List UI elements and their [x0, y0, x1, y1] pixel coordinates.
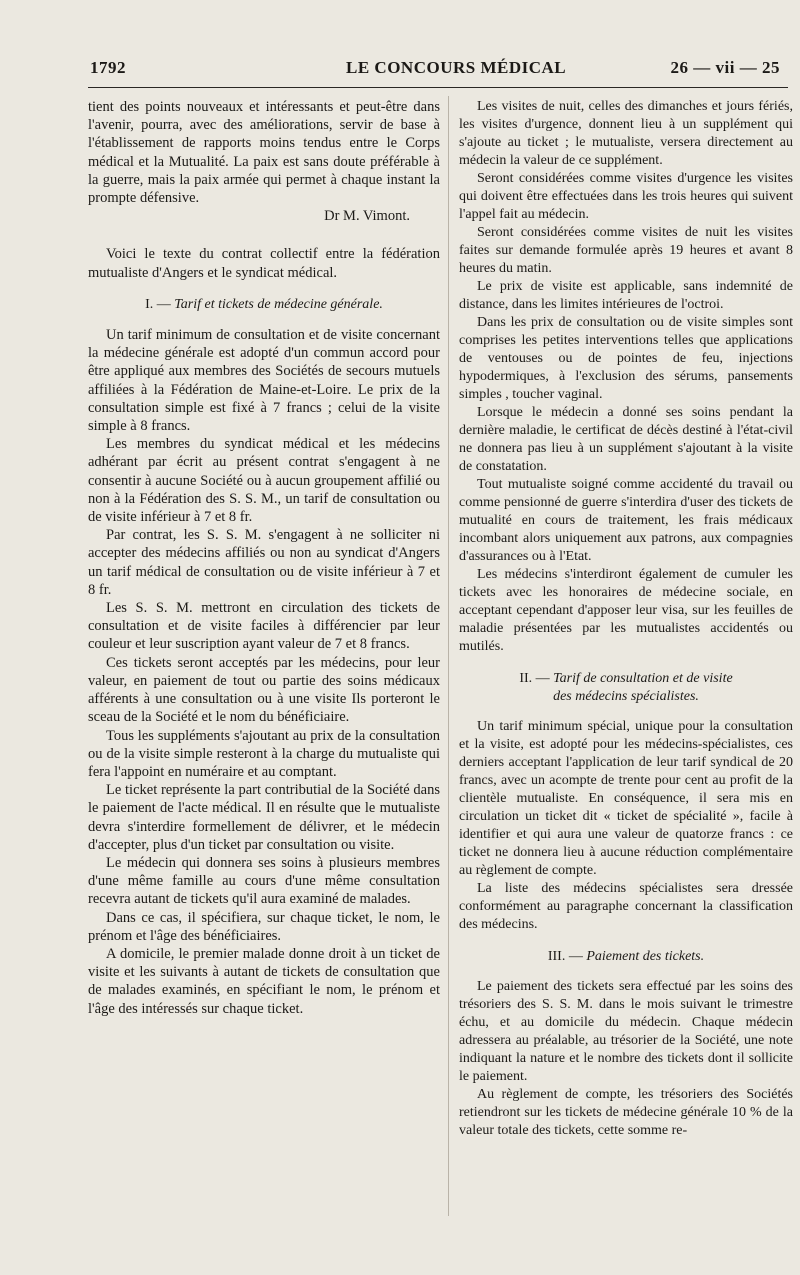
paragraph: Seront considérées comme visites d'urgence les visites qui doivent être effectuées dans les trois heures qui suivent l'appel fait au médecin. — [459, 171, 793, 222]
section-heading-3 — [459, 948, 793, 966]
paragraph: Par contrat, les S. S. M. s'engagent à ne solliciter ni accepter des médecins affiliés ou non au syndicat d'Angers un tarif médical de consultation ou de visite inférieur à 7 et 8 fr. — [88, 527, 440, 598]
paragraph: Les visites de nuit, celles des dimanches et jours fériés, les visites d'urgence, donnent lieu à un supplément qui s'ajoute au ticket ; le mutualiste, versera directement au médecin la valeur de ce supplément. — [459, 99, 793, 168]
section-title: Paiement des tickets. — [586, 949, 705, 964]
paragraph: Dans ce cas, il spécifiera, sur chaque ticket, le nom, le prénom et l'âge des bénéficiaires. — [88, 909, 440, 944]
paragraph: A domicile, le premier malade donne droit à un ticket de visite et les suivants à autant de tickets de consultation que de malades examinés, en spécifiant le nom, le prénom et l'âge des intéressés sur chaque ticket. — [88, 945, 440, 1017]
section-number: II. — — [519, 671, 550, 686]
section-heading-1 — [88, 296, 440, 314]
paragraph: Dans les prix de consultation ou de visite simples sont comprises les petites interventions telles que applications de ventouses ou de pointes de feu, injections hypodermiques, à l'exclusion des sérums, pansements simples , toucher vaginal. — [459, 315, 793, 402]
paragraph: Les S. S. M. mettront en circulation des tickets de consultation et de visite faciles à différencier par leur couleur et leur suscription ayant valeur de 7 et 8 francs. — [88, 600, 440, 653]
header-rule — [88, 87, 788, 88]
paragraph: Les membres du syndicat médical et les médecins adhérant par écrit au présent contrat s'engagent à ne consentir à aucune Société ou à aucun groupement affilié ou non à la Fédération des S. S. M., un tarif de consultation ou de visite inférieur à 7 et 8 fr. — [88, 436, 440, 526]
issue-date: 26 — vii — 25 — [670, 58, 780, 77]
right-column — [459, 98, 793, 1238]
paragraph: Seront considérées comme visites de nuit les visites faites sur demande formulée après 19 heures et avant 8 heures du matin. — [459, 225, 793, 276]
section-title-line-1: Tarif de consultation et de visite — [553, 671, 733, 686]
left-column — [88, 98, 440, 1238]
paragraph: La liste des médecins spécialistes sera dressée conformément au paragraphe concernant la classification des médecins. — [459, 881, 793, 932]
section-number: I. — — [145, 296, 171, 312]
paragraph: Ces tickets seront acceptés par les médecins, pour leur valeur, en paiement de tout ou partie des soins médicaux afférents à une consultation ou à une visite Ils porteront le sceau de la Société et le nom du bénéficiaire. — [88, 654, 440, 726]
section-number: III. — — [547, 949, 583, 964]
journal-title: LE CONCOURS MÉDICAL — [346, 58, 567, 77]
signature: Dr M. Vimont. — [324, 208, 410, 225]
paragraph: Voici le texte du contrat collectif entre la fédération mutualiste d'Angers et le syndicat médical. — [88, 246, 440, 281]
page-number: 1792 — [90, 58, 126, 77]
section-heading-2 — [459, 670, 793, 706]
paragraph: Lorsque le médecin a donné ses soins pendant la dernière maladie, le certificat de décès destiné à l'état-civil ne donnera pas lieu à un supplément s'ajoutant à la visite de constatation. — [459, 405, 793, 474]
paragraph: Le médecin qui donnera ses soins à plusieurs membres d'une même famille au cours d'une même consultation recevra autant de tickets qu'il aura examiné de malades. — [88, 854, 440, 908]
column-divider — [448, 96, 449, 1216]
paragraph: Le prix de visite est applicable, sans indemnité de distance, dans les limites intérieures de l'octroi. — [459, 279, 793, 312]
paragraph: Tout mutualiste soigné comme accidenté du travail ou comme pensionné de guerre s'interdira d'user des tickets de mutualité en cours de traitement, les frais médicaux incombant alors uniquement aux patrons, aux compagnies d'assurances ou à l'Etat. — [459, 477, 793, 564]
paragraph: Les médecins s'interdiront également de cumuler les tickets avec les honoraires de médecine sociale, en acceptant cependant d'apposer leur visa, sur les feuilles de maladie présentées par les mutualistes accidentés ou mutilés. — [459, 567, 793, 654]
paragraph: Au règlement de compte, les trésoriers des Sociétés retiendront sur les tickets de médecine générale 10 % de la valeur totale des tickets, cette somme re- — [459, 1087, 793, 1138]
running-header — [88, 56, 788, 84]
paragraph: Tous les suppléments s'ajoutant au prix de la consultation ou de la visite simple resteront à la charge du mutualiste qui fera l'appoint en numéraire et au comptant. — [88, 727, 440, 780]
paragraph: Le paiement des tickets sera effectué par les soins des trésoriers des S. S. M. dans le mois suivant le trimestre échu, et au domicile du médecin. Chaque médecin adressera au préalable, au trésorier de la Société, une note indiquant la nature et le nombre des tickets dont il sollicite le paiement. — [459, 979, 793, 1084]
section-title-line-2: des médecins spécialistes. — [553, 689, 699, 704]
paragraph: Un tarif minimum de consultation et de visite concernant la médecine générale est adopté d'un commun accord pour être appliqué aux membres des Sociétés de secours mutuels affiliées à la Fédération de Maine-et-Loire. Le prix de la consultation simple est fixé à 7 francs ; celui de la visite simple à 8 francs. — [88, 327, 440, 435]
section-title: Tarif et tickets de médecine générale. — [174, 296, 383, 312]
paragraph: Un tarif minimum spécial, unique pour la consultation et la visite, est adopté pour les médecins-spécialistes, ces derniers acceptant l'application de leur tarif syndical de 20 francs, avec un acompte de trente pour cent au profit de la clientèle mutualiste. En conséquence, il sera mis en circulation un ticket dit « ticket de spécialité », facile à identifier et qui aura une valeur de quatorze francs : ce ticket ne donnera lieu à aucune réduction complémentaire au règlement de compte. — [459, 719, 793, 878]
paragraph: Le ticket représente la part contributial de la Société dans le paiement de l'acte médical. Il en résulte que le mutualiste devra s'interdire formellement de délivrer, et le médecin d'accepter, plus d'un ticket par consultation ou visite. — [88, 782, 440, 853]
paragraph: tient des points nouveaux et intéressants et peut-être dans l'avenir, pourra, avec des améliorations, servir de base à l'établissement de rapports moins tendus entre le Corps médical et la Mutualité. La paix est sans doute préférable à la guerre, mais la paix armée qui permet à chaque instant la prompte défensive. — [88, 99, 440, 207]
